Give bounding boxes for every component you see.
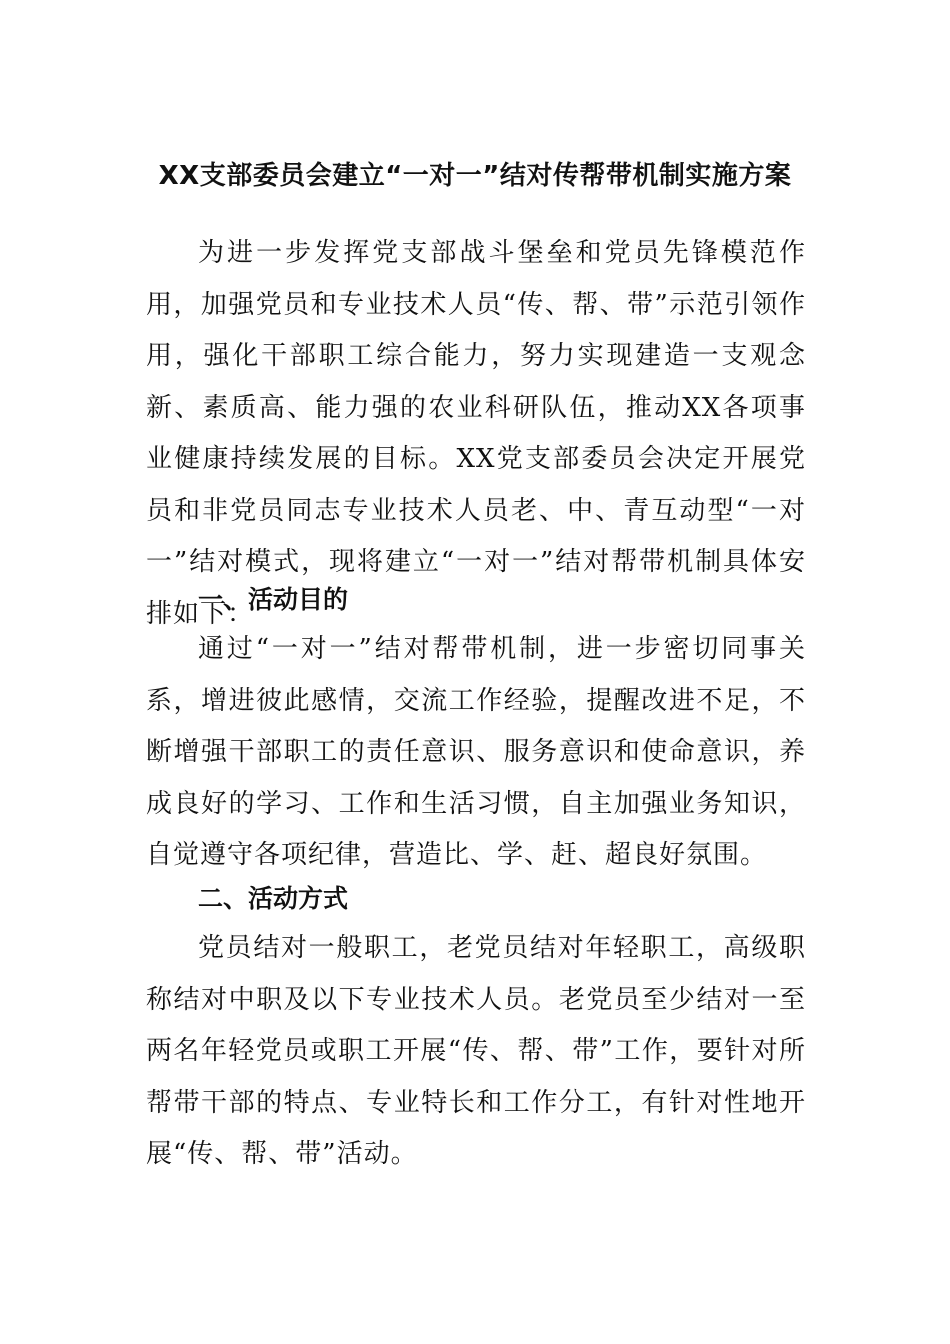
- document-title: XX支部委员会建立“一对一”结对传帮带机制实施方案: [158, 161, 792, 191]
- section-heading-method: 二、活动方式: [198, 884, 349, 913]
- intro-paragraph: 为进一步发挥党支部战斗堡垒和党员先锋模范作用，加强党员和专业技术人员“传、帮、带”示范引领作用，强化干部职工综合能力，努力实现建造一支观念新、素质高、能力强的农业科研队伍，推动XX各项事业健康持续发展的目标。XX党支部委员会决定开展党员和非党员同志专业技术人员老、中、青互动型“一对一”结对模式，现将建立“一对一”结对帮带机制具体安排如下：: [146, 238, 806, 629]
- section-paragraph-purpose: 通过“一对一”结对帮带机制，进一步密切同事关系，增进彼此感情，交流工作经验，提醒改进不足，不断增强干部职工的责任意识、服务意识和使命意识，养成良好的学习、工作和生活习惯，自主加强业务知识，自觉遵守各项纪律，营造比、学、赶、超良好氛围。: [146, 634, 806, 870]
- section-heading-purpose: 一、活动目的: [198, 585, 349, 614]
- section-paragraph-method: 党员结对一般职工，老党员结对年轻职工，高级职称结对中职及以下专业技术人员。老党员至少结对一至两名年轻党员或职工开展“传、帮、带”工作，要针对所帮带干部的特点、专业特长和工作分工，有针对性地开展“传、帮、带”活动。: [146, 933, 806, 1169]
